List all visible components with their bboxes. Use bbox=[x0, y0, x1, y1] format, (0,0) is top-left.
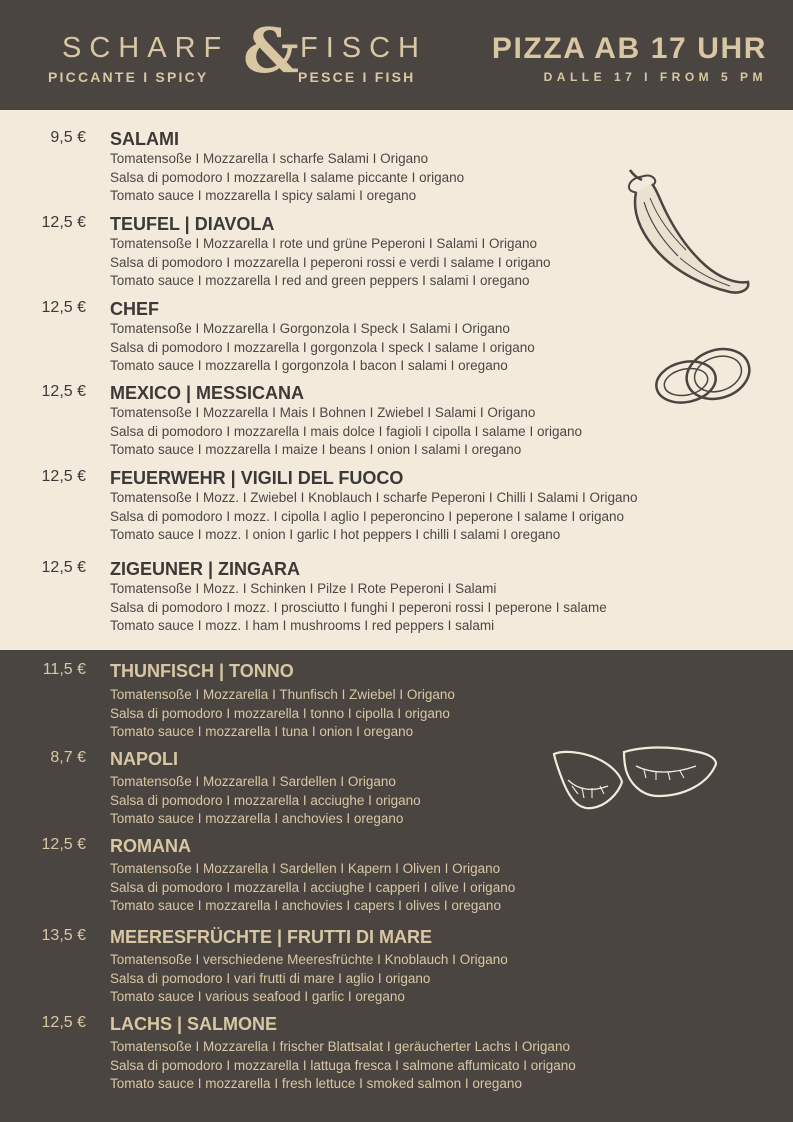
description-it: Salsa di pomodoro I mozz. I prosciutto I funghi I peperoni rossi I peperone I salame bbox=[110, 599, 607, 615]
item-name: TEUFEL | DIAVOLA bbox=[110, 214, 275, 234]
item-name: MEERESFRÜCHTE | FRUTTI DI MARE bbox=[110, 927, 433, 947]
item-name: THUNFISCH | TONNO bbox=[110, 661, 294, 681]
description-de: Tomatensoße I Mozzarella I scharfe Salami I Origano bbox=[110, 151, 429, 166]
item-price: 13,5 € bbox=[41, 927, 86, 944]
item-description bbox=[110, 150, 464, 206]
item-price: 12,5 € bbox=[41, 214, 86, 231]
description-en: Tomato sauce I mozz. I onion I garlic I hot peppers I chilli I salami I oregano bbox=[110, 527, 561, 543]
description-it: Salsa di pomodoro I mozzarella I gorgonzola I speck I salame I origano bbox=[110, 339, 535, 355]
description-de: Tomatensoße I Mozzarella I frischer Blattsalat I geräucherter Lachs I Origano bbox=[110, 1039, 570, 1054]
pizza-hours-title: PIZZA AB 17 UHR bbox=[491, 32, 767, 65]
brand-ampersand: & bbox=[243, 14, 299, 87]
description-it: Salsa di pomodoro I mozz. I cipolla I aglio I peperoncino I peperone I salame I origano bbox=[110, 508, 625, 524]
description-en: Tomato sauce I mozzarella I gorgonzola I bacon I salami I oregano bbox=[110, 358, 508, 374]
item-description bbox=[110, 860, 515, 916]
description-en: Tomato sauce I mozzarella I spicy salami I oregano bbox=[110, 188, 417, 204]
description-de: Tomatensoße I Mozzarella I Sardellen I Kapern I Oliven I Origano bbox=[110, 861, 501, 876]
description-en: Tomato sauce I mozzarella I maize I beans I onion I salami I oregano bbox=[110, 442, 522, 458]
description-it: Salsa di pomodoro I mozzarella I peperoni rossi e verdi I salame I origano bbox=[110, 254, 551, 270]
item-price: 12,5 € bbox=[41, 468, 86, 485]
description-en: Tomato sauce I mozzarella I fresh lettuce I smoked salmon I oregano bbox=[110, 1076, 522, 1092]
description-it: Salsa di pomodoro I mozzarella I mais dolce I fagioli I cipolla I salame I origano bbox=[110, 423, 582, 439]
description-de: Tomatensoße I verschiedene Meeresfrüchte I Knoblauch I Origano bbox=[110, 952, 508, 967]
description-en: Tomato sauce I mozzarella I anchovies I oregano bbox=[110, 811, 404, 827]
brand-left-subtitle: PICCANTE I SPICY bbox=[48, 69, 209, 85]
description-en: Tomato sauce I mozzarella I red and green peppers I salami I oregano bbox=[110, 273, 530, 289]
item-description bbox=[110, 686, 455, 742]
item-price: 12,5 € bbox=[41, 559, 86, 576]
fish-section bbox=[0, 650, 793, 1122]
item-description bbox=[110, 1038, 576, 1094]
chili-pepper-icon bbox=[620, 162, 760, 302]
item-name: ROMANA bbox=[110, 836, 191, 856]
brand-right-title: FISCH bbox=[300, 32, 427, 64]
menu-header bbox=[0, 0, 793, 110]
description-de: Tomatensoße I Mozzarella I Thunfisch I Zwiebel I Origano bbox=[110, 687, 455, 702]
description-it: Salsa di pomodoro I mozzarella I acciughe I origano bbox=[110, 792, 421, 808]
item-name: FEUERWEHR | VIGILI DEL FUOCO bbox=[110, 468, 404, 488]
onion-rings-icon bbox=[652, 338, 758, 414]
item-description bbox=[110, 404, 582, 460]
item-price: 12,5 € bbox=[41, 299, 86, 316]
description-it: Salsa di pomodoro I mozzarella I salame piccante I origano bbox=[110, 169, 465, 185]
spicy-section bbox=[0, 110, 793, 650]
description-en: Tomato sauce I mozzarella I tuna I onion I oregano bbox=[110, 724, 414, 740]
item-name: NAPOLI bbox=[110, 749, 179, 769]
description-de: Tomatensoße I Mozzarella I Gorgonzola I Speck I Salami I Origano bbox=[110, 321, 510, 336]
brand-right-subtitle: PESCE I FISH bbox=[298, 69, 416, 85]
item-price: 12,5 € bbox=[41, 1014, 86, 1031]
item-description bbox=[110, 489, 638, 545]
item-name: LACHS | SALMONE bbox=[110, 1014, 278, 1034]
item-name: ZIGEUNER | ZINGARA bbox=[110, 559, 301, 579]
item-price: 12,5 € bbox=[41, 836, 86, 853]
description-de: Tomatensoße I Mozzarella I Mais I Bohnen I Zwiebel I Salami I Origano bbox=[110, 405, 536, 420]
item-price: 12,5 € bbox=[41, 383, 86, 400]
brand-left-title: SCHARF bbox=[62, 32, 230, 64]
item-description bbox=[110, 773, 421, 829]
description-it: Salsa di pomodoro I vari frutti di mare I aglio I origano bbox=[110, 970, 431, 986]
item-description bbox=[110, 235, 550, 291]
description-de: Tomatensoße I Mozz. I Schinken I Pilze I Rote Peperoni I Salami bbox=[110, 581, 497, 596]
item-price: 11,5 € bbox=[42, 661, 86, 678]
item-price: 8,7 € bbox=[50, 749, 86, 766]
item-name: MEXICO | MESSICANA bbox=[110, 383, 305, 403]
description-en: Tomato sauce I mozzarella I anchovies I capers I olives I oregano bbox=[110, 898, 501, 914]
item-description bbox=[110, 580, 607, 636]
description-en: Tomato sauce I mozz. I ham I mushrooms I red peppers I salami bbox=[110, 618, 495, 634]
description-it: Salsa di pomodoro I mozzarella I acciughe I capperi I olive I origano bbox=[110, 879, 516, 895]
description-it: Salsa di pomodoro I mozzarella I tonno I cipolla I origano bbox=[110, 705, 450, 721]
description-it: Salsa di pomodoro I mozzarella I lattuga fresca I salmone affumicato I origano bbox=[110, 1057, 576, 1073]
item-description bbox=[110, 951, 508, 1007]
description-de: Tomatensoße I Mozz. I Zwiebel I Knoblauch I scharfe Peperoni I Chilli I Salami I Origano bbox=[110, 490, 638, 505]
item-name: CHEF bbox=[110, 299, 159, 319]
description-de: Tomatensoße I Mozzarella I Sardellen I Origano bbox=[110, 774, 396, 789]
lemon-wedges-icon bbox=[548, 744, 724, 816]
item-name: SALAMI bbox=[110, 129, 179, 149]
item-description bbox=[110, 320, 535, 376]
description-en: Tomato sauce I various seafood I garlic I oregano bbox=[110, 989, 405, 1005]
description-de: Tomatensoße I Mozzarella I rote und grüne Peperoni I Salami I Origano bbox=[110, 236, 537, 251]
pizza-hours-subtitle: DALLE 17 I FROM 5 PM bbox=[543, 70, 767, 84]
item-price: 9,5 € bbox=[50, 129, 86, 146]
